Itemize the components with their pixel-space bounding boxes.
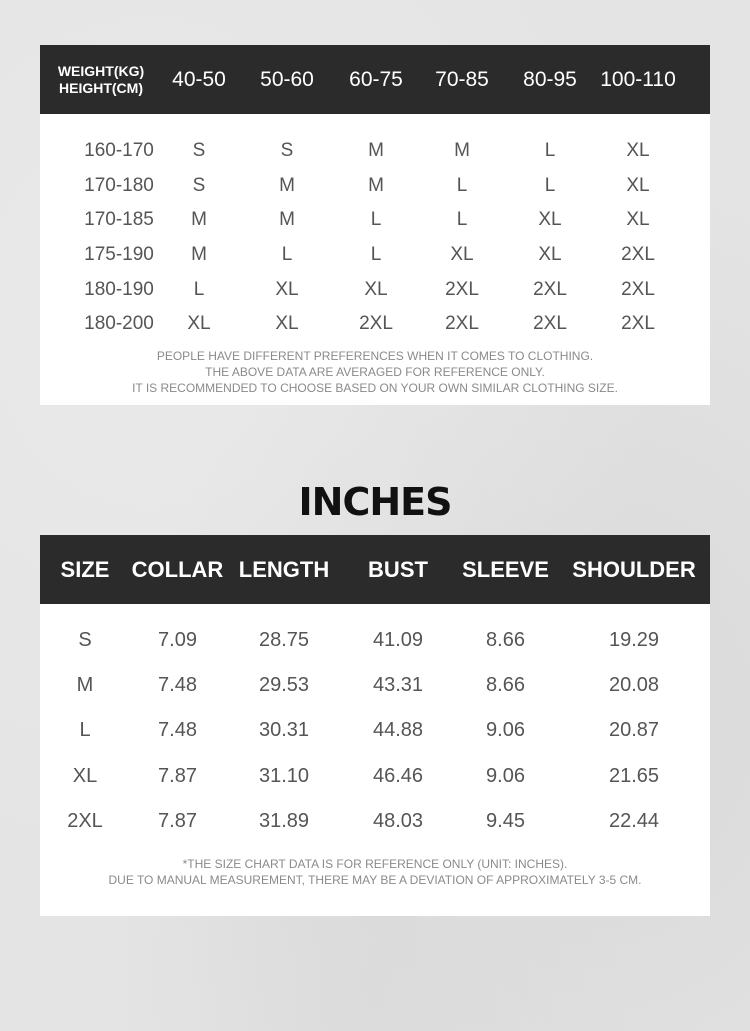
- table-row: [40, 169, 710, 204]
- size-cell: S: [280, 140, 294, 162]
- size-cell: 2XL: [621, 313, 655, 335]
- height-cell: 160-170: [84, 140, 154, 162]
- size-cell: M: [368, 174, 384, 196]
- note-line: IT IS RECOMMENDED TO CHOOSE BASED ON YOUR OWN SIMILAR CLOTHING SIZE.: [132, 380, 618, 395]
- weight-col-header: 100-110: [600, 67, 676, 91]
- length-cell: 29.53: [258, 674, 310, 697]
- size-cell: XL: [72, 764, 98, 787]
- size-cell: L: [193, 278, 205, 300]
- note-line: DUE TO MANUAL MEASUREMENT, THERE MAY BE A DEVIATION OF APPROXIMATELY 3-5 CM.: [108, 872, 642, 887]
- header-corner-label: [40, 63, 158, 97]
- inches-header-row: [40, 535, 710, 604]
- weight-chart-note: [40, 348, 710, 396]
- size-cell: 2XL: [445, 313, 479, 335]
- weight-col-header: 50-60: [260, 67, 314, 91]
- height-cm-label: HEIGHT(CM): [59, 79, 143, 96]
- size-cell: L: [79, 719, 91, 742]
- size-cell: XL: [626, 209, 650, 231]
- size-cell: XL: [450, 244, 474, 266]
- size-cell: M: [191, 244, 207, 266]
- size-cell: S: [192, 140, 206, 162]
- weight-col-header: 40-50: [172, 67, 226, 91]
- size-cell: L: [456, 209, 468, 231]
- bust-col-header: BUST: [368, 556, 428, 582]
- collar-cell: 7.48: [158, 719, 197, 742]
- size-cell: XL: [538, 244, 562, 266]
- bust-cell: 46.46: [372, 764, 424, 787]
- shoulder-cell: 20.08: [608, 674, 660, 697]
- bust-cell: 43.31: [372, 674, 424, 697]
- length-cell: 31.10: [258, 764, 310, 787]
- note-line: PEOPLE HAVE DIFFERENT PREFERENCES WHEN IT COMES TO CLOTHING.: [156, 348, 594, 363]
- size-cell: L: [370, 244, 382, 266]
- table-row: [40, 272, 710, 307]
- collar-cell: 7.87: [158, 809, 197, 832]
- height-cell: 180-200: [84, 313, 154, 335]
- size-cell: 2XL: [621, 244, 655, 266]
- sleeve-cell: 9.06: [486, 764, 525, 787]
- weight-height-size-panel: [40, 45, 710, 405]
- size-cell: 2XL: [621, 278, 655, 300]
- weight-header-row: [40, 45, 710, 114]
- size-cell: XL: [626, 174, 650, 196]
- length-cell: 28.75: [258, 629, 310, 652]
- shoulder-col-header: SHOULDER: [572, 556, 696, 582]
- collar-col-header: COLLAR: [131, 556, 224, 582]
- size-cell: 2XL: [359, 313, 393, 335]
- size-cell: 2XL: [445, 278, 479, 300]
- size-cell: XL: [626, 140, 650, 162]
- table-row: [40, 708, 710, 753]
- height-cell: 175-190: [84, 244, 154, 266]
- size-cell: L: [456, 174, 468, 196]
- size-cell: XL: [275, 278, 299, 300]
- length-cell: 31.89: [258, 809, 310, 832]
- size-cell: L: [544, 140, 556, 162]
- sleeve-cell: 9.45: [486, 809, 525, 832]
- size-cell: XL: [187, 313, 211, 335]
- bust-cell: 48.03: [372, 809, 424, 832]
- size-cell: L: [281, 244, 293, 266]
- sleeve-cell: 9.06: [486, 719, 525, 742]
- height-cell: 180-190: [84, 278, 154, 300]
- bust-cell: 41.09: [372, 629, 424, 652]
- table-row: [40, 238, 710, 273]
- size-cell: S: [78, 629, 92, 652]
- size-cell: M: [279, 174, 295, 196]
- sleeve-col-header: SLEEVE: [462, 556, 549, 582]
- sleeve-cell: 8.66: [486, 674, 525, 697]
- weight-kg-label: WEIGHT(KG): [57, 62, 145, 79]
- bust-cell: 44.88: [372, 719, 424, 742]
- note-line: *THE SIZE CHART DATA IS FOR REFERENCE ONLY (UNIT: INCHES).: [182, 856, 568, 871]
- collar-cell: 7.48: [158, 674, 197, 697]
- size-cell: XL: [364, 278, 388, 300]
- size-cell: XL: [538, 209, 562, 231]
- size-cell: 2XL: [533, 278, 567, 300]
- table-row: [40, 618, 710, 663]
- size-col-header: SIZE: [60, 556, 110, 582]
- size-cell: L: [370, 209, 382, 231]
- collar-cell: 7.87: [158, 764, 197, 787]
- weight-col-header: 60-75: [349, 67, 403, 91]
- length-cell: 30.31: [258, 719, 310, 742]
- size-cell: 2XL: [67, 809, 103, 832]
- weight-col-header: 80-95: [523, 67, 577, 91]
- size-cell: M: [191, 209, 207, 231]
- height-cell: 170-185: [84, 209, 154, 231]
- note-line: THE ABOVE DATA ARE AVERAGED FOR REFERENCE ONLY.: [205, 364, 545, 379]
- size-cell: M: [279, 209, 295, 231]
- length-col-header: LENGTH: [238, 556, 330, 582]
- table-row: [40, 134, 710, 169]
- size-cell: XL: [275, 313, 299, 335]
- height-cell: 170-180: [84, 174, 154, 196]
- collar-cell: 7.09: [158, 629, 197, 652]
- inches-chart-note: [40, 856, 710, 888]
- shoulder-cell: 21.65: [608, 764, 660, 787]
- inches-size-panel: [40, 535, 710, 916]
- table-row: [40, 203, 710, 238]
- inches-title: INCHES: [298, 480, 452, 524]
- size-cell: M: [454, 140, 470, 162]
- table-row: [40, 799, 710, 844]
- table-row: [40, 307, 710, 342]
- shoulder-cell: 22.44: [608, 809, 660, 832]
- table-row: [40, 663, 710, 708]
- inches-table-body: [40, 604, 710, 844]
- size-cell: L: [544, 174, 556, 196]
- shoulder-cell: 19.29: [608, 629, 660, 652]
- shoulder-cell: 20.87: [608, 719, 660, 742]
- weight-col-header: 70-85: [435, 67, 489, 91]
- size-cell: M: [368, 140, 384, 162]
- size-cell: S: [192, 174, 206, 196]
- size-cell: 2XL: [533, 313, 567, 335]
- weight-table-body: [40, 114, 710, 342]
- size-cell: M: [76, 674, 94, 697]
- table-row: [40, 754, 710, 799]
- sleeve-cell: 8.66: [486, 629, 525, 652]
